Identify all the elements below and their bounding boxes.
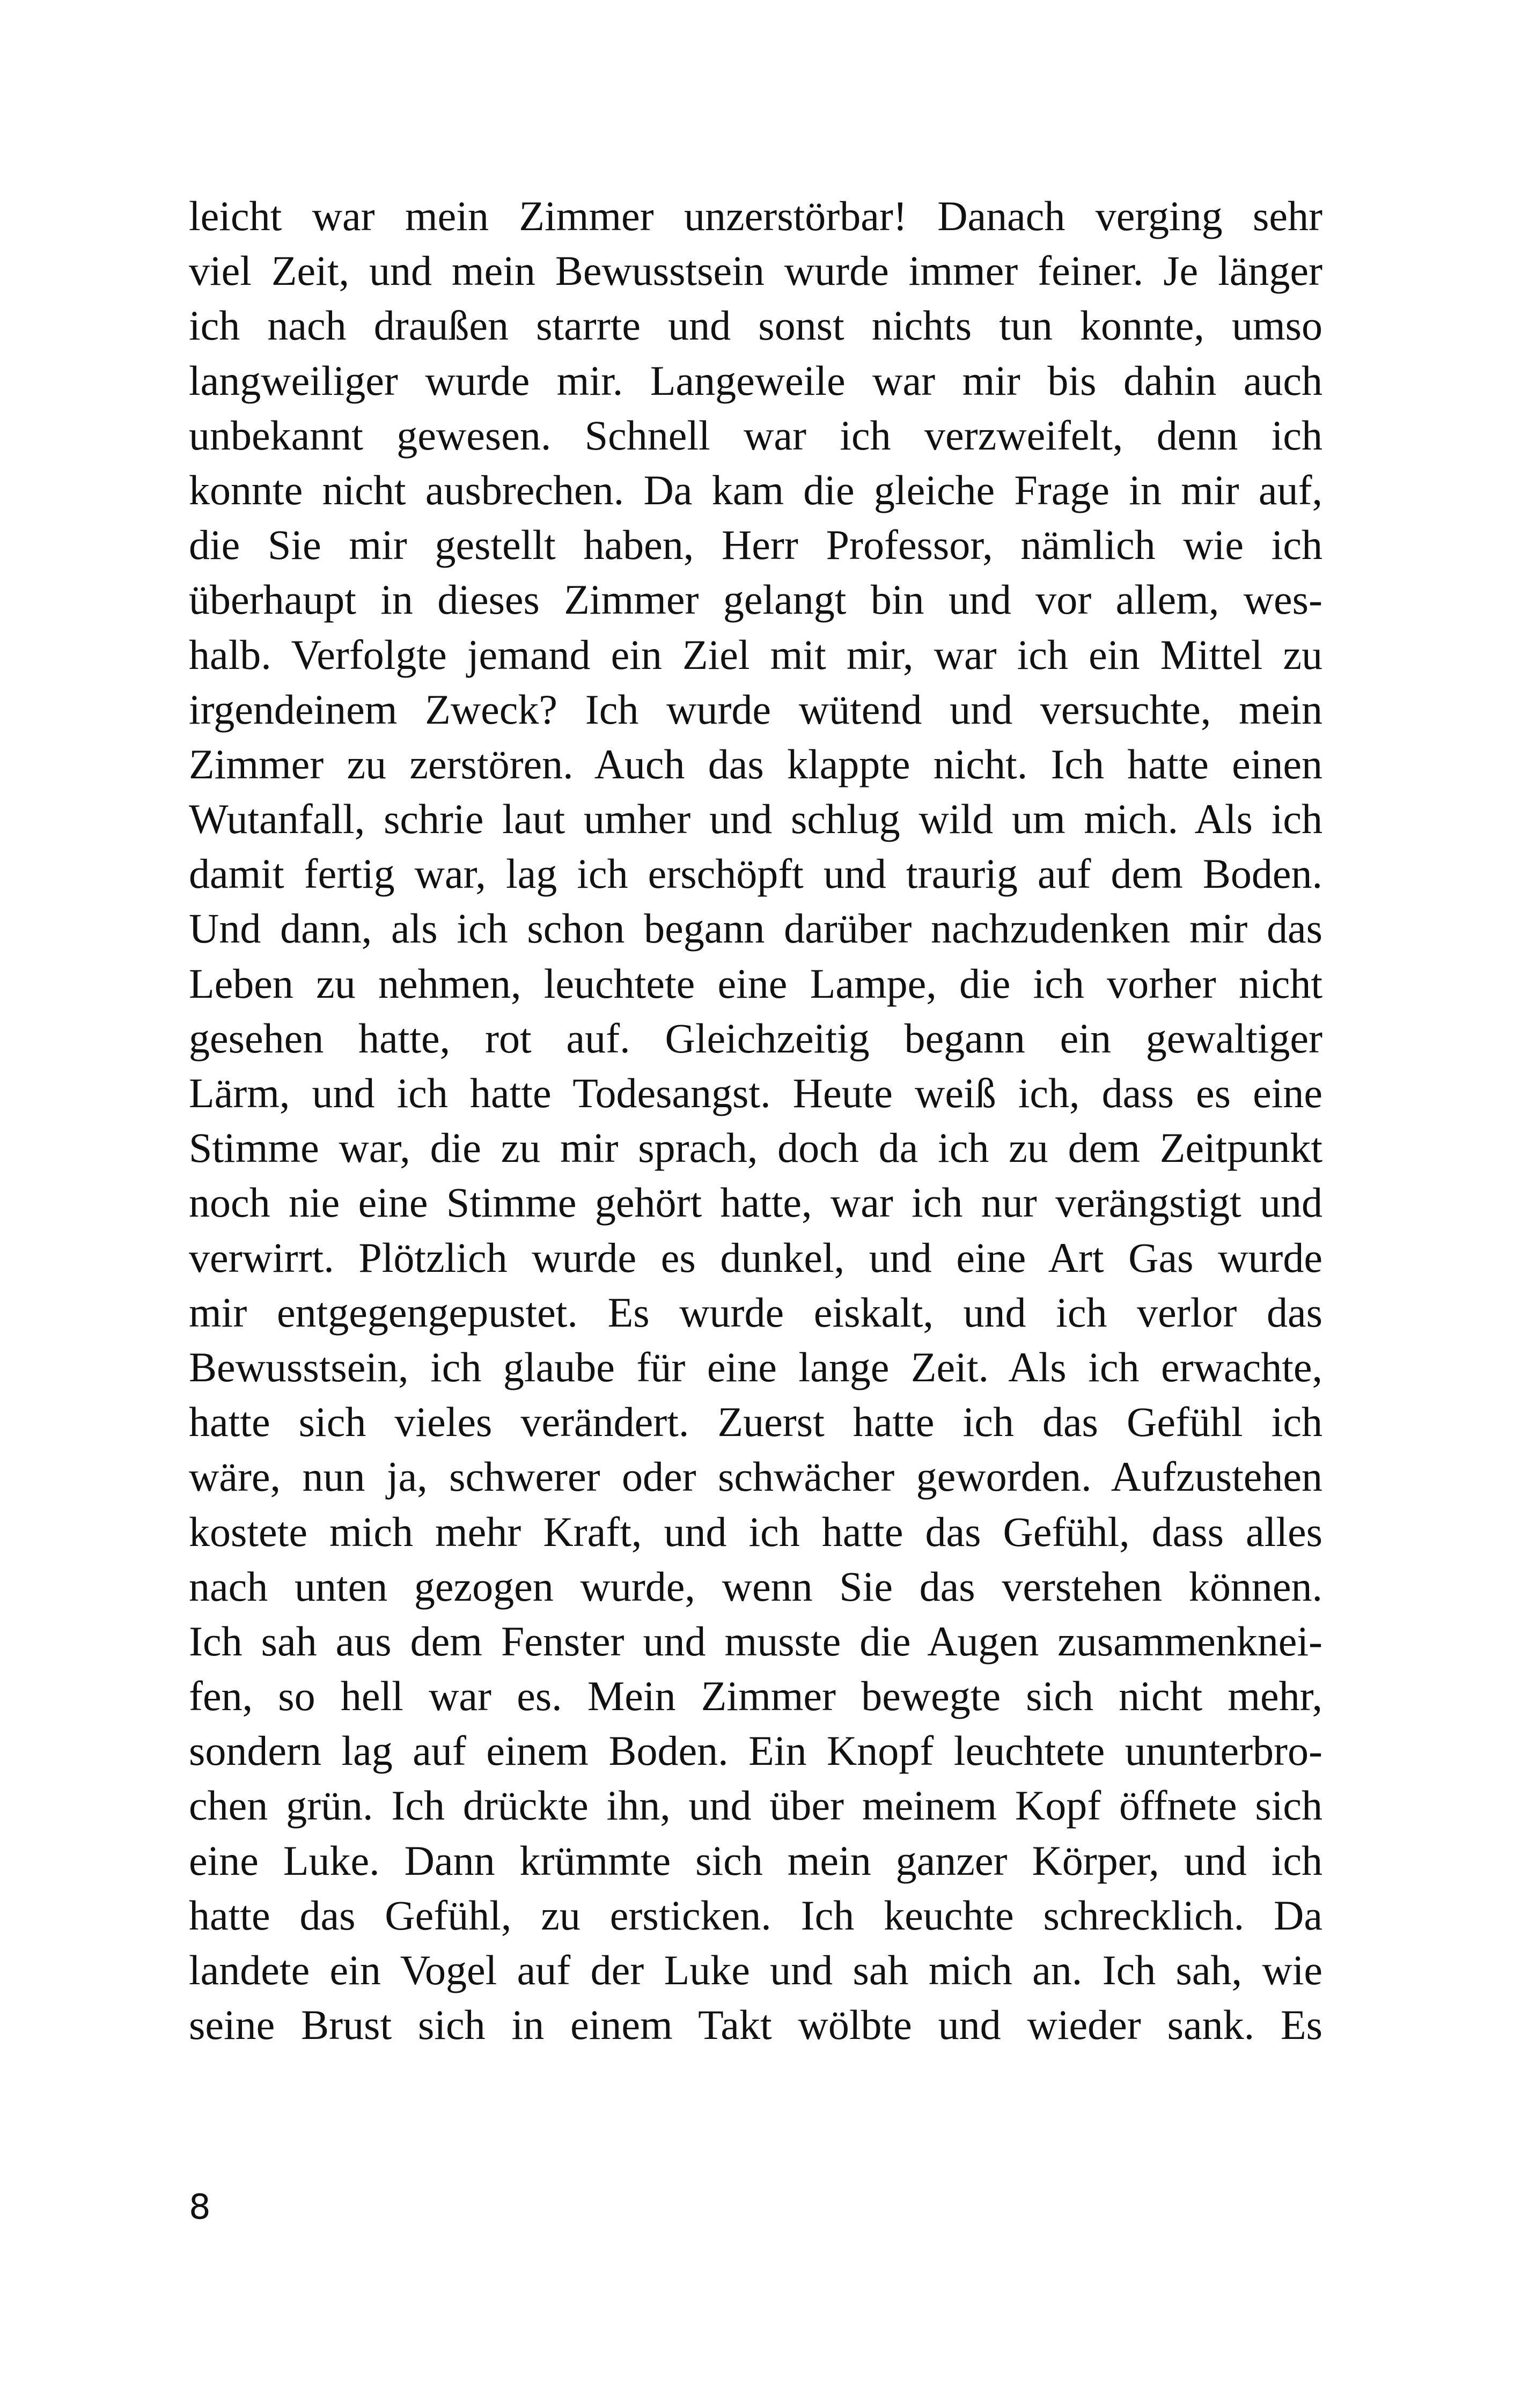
text-line: wäre, nun ja, schwerer oder schwächer geworden. Aufzustehen	[189, 1453, 1322, 1500]
text-line: viel Zeit, und mein Bewusstsein wurde immer feiner. Je länger	[189, 247, 1322, 294]
text-line: die Sie mir gestellt haben, Herr Professor, nämlich wie ich	[189, 521, 1322, 569]
text-line: unbekannt gewesen. Schnell war ich verzweifelt, denn ich	[189, 411, 1322, 459]
text-line: kostete mich mehr Kraft, und ich hatte das Gefühl, dass alles	[189, 1508, 1322, 1555]
text-line: hatte das Gefühl, zu ersticken. Ich keuchte schrecklich. Da	[189, 1891, 1322, 1939]
text-line: überhaupt in dieses Zimmer gelangt bin und vor allem, wes-	[189, 576, 1322, 623]
text-line: seine Brust sich in einem Takt wölbte und wieder sank. Es	[189, 2001, 1322, 2049]
text-line: Bewusstsein, ich glaube für eine lange Zeit. Als ich erwachte,	[189, 1343, 1322, 1390]
text-line: eine Luke. Dann krümmte sich mein ganzer Körper, und ich	[189, 1837, 1322, 1884]
text-line: Leben zu nehmen, leuchtete eine Lampe, die ich vorher nicht	[189, 960, 1322, 1007]
text-line: Ich sah aus dem Fenster und musste die Augen zusammenknei-	[189, 1617, 1322, 1665]
text-line: gesehen hatte, rot auf. Gleichzeitig begann ein gewaltiger	[189, 1014, 1322, 1062]
text-line: leicht war mein Zimmer unzerstörbar! Danach verging sehr	[189, 193, 1322, 239]
body-text	[189, 189, 1322, 2052]
text-line: Wutanfall, schrie laut umher und schlug wild um mich. Als ich	[189, 796, 1322, 843]
text-line: chen grün. Ich drückte ihn, und über meinem Kopf öffnete sich	[189, 1782, 1322, 1829]
text-line: mir entgegengepustet. Es wurde eiskalt, und ich verlor das	[189, 1288, 1322, 1336]
text-line: konnte nicht ausbrechen. Da kam die gleiche Frage in mir auf,	[189, 466, 1322, 513]
text-line: irgendeinem Zweck? Ich wurde wütend und versuchte, mein	[189, 686, 1322, 733]
text-line: landete ein Vogel auf der Luke und sah mich an. Ich sah, wie	[189, 1947, 1322, 1993]
text-line: noch nie eine Stimme gehört hatte, war ich nur verängstigt und	[189, 1179, 1322, 1226]
text-line: ich nach draußen starrte und sonst nichts tun konnte, umso	[189, 302, 1322, 349]
text-line: hatte sich vieles verändert. Zuerst hatte ich das Gefühl ich	[189, 1398, 1322, 1446]
text-line: verwirrt. Plötzlich wurde es dunkel, und eine Art Gas wurde	[189, 1234, 1322, 1281]
text-line: damit fertig war, lag ich erschöpft und traurig auf dem Boden.	[189, 850, 1322, 897]
text-line: Stimme war, die zu mir sprach, doch da ich zu dem Zeitpunkt	[189, 1124, 1322, 1172]
text-line: Und dann, als ich schon begann darüber nachzudenken mir das	[189, 905, 1322, 952]
text-line: nach unten gezogen wurde, wenn Sie das verstehen können.	[189, 1563, 1322, 1610]
text-line: fen, so hell war es. Mein Zimmer bewegte sich nicht mehr,	[189, 1673, 1322, 1720]
text-line: Zimmer zu zerstören. Auch das klappte nicht. Ich hatte einen	[189, 740, 1322, 787]
text-line: sondern lag auf einem Boden. Ein Knopf leuchtete ununterbro-	[189, 1727, 1322, 1774]
text-line: langweiliger wurde mir. Langeweile war mir bis dahin auch	[189, 357, 1322, 404]
text-line: halb. Verfolgte jemand ein Ziel mit mir, war ich ein Mittel zu	[189, 631, 1322, 678]
text-line: Lärm, und ich hatte Todesangst. Heute weiß ich, dass es eine	[189, 1070, 1322, 1116]
page-number: 8	[189, 2188, 211, 2227]
